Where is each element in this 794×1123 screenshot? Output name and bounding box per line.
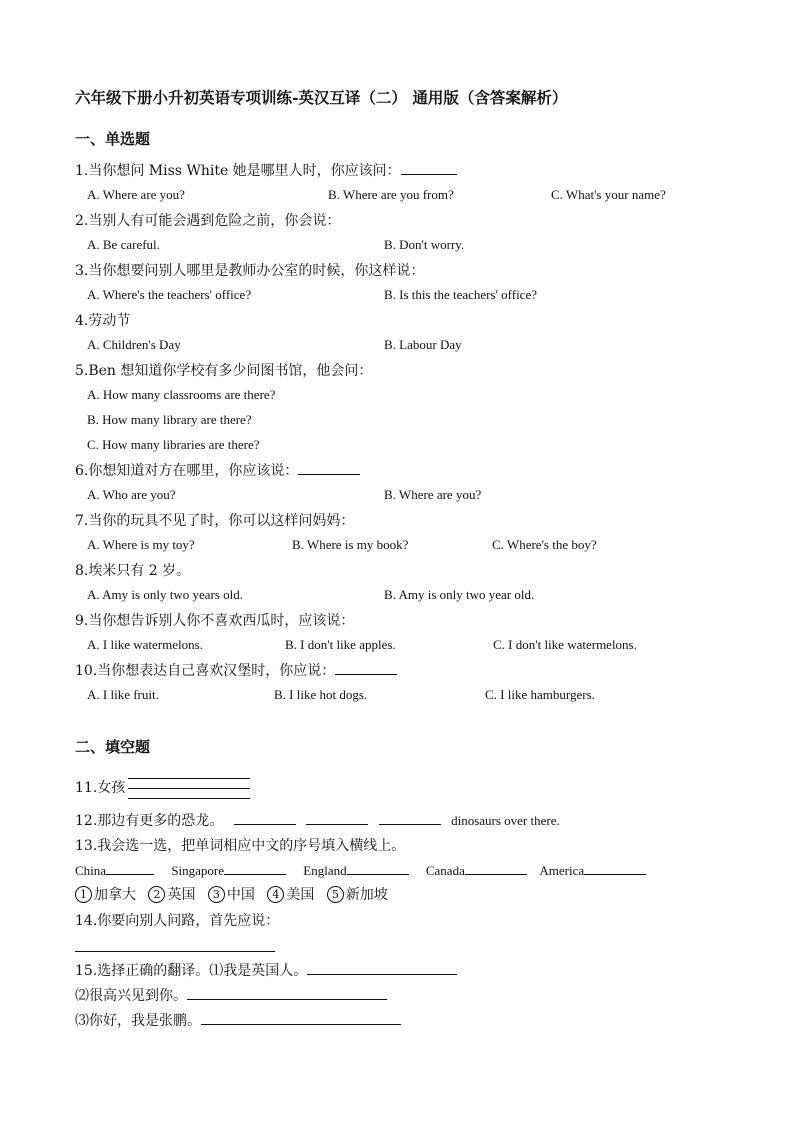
answer-blank[interactable] <box>307 960 457 975</box>
section-heading-fill-blank: 二、填空题 <box>75 738 151 756</box>
answer-blank[interactable] <box>106 860 154 875</box>
option-a[interactable]: A. Amy is only two years old. <box>87 587 243 602</box>
question-14: 14.你要向别人问路，首先应说： <box>75 913 280 929</box>
answer-blank-stack[interactable] <box>128 769 250 799</box>
question-3: 3.当你想要问别人哪里是教师办公室的时候，你这样说： <box>75 263 425 279</box>
cn-option: 4 美国 <box>267 887 314 903</box>
question-2: 2.当别人有可能会遇到危险之前，你会说： <box>75 213 341 229</box>
option-c[interactable]: C. Where's the boy? <box>492 537 597 552</box>
answer-blank[interactable] <box>347 860 409 875</box>
question-15 <box>75 960 457 980</box>
answer-blank[interactable] <box>379 810 441 825</box>
question-11: 11.女孩 <box>75 780 126 796</box>
question-text: 15.选择正确的翻译。⑴我是英国人。 <box>75 963 308 979</box>
country-label: Singapore <box>171 863 225 878</box>
question-text: 1.当你想问 Miss White 她是哪里人时，你应该问： <box>75 163 401 179</box>
option-c[interactable]: C. How many libraries are there? <box>87 437 260 452</box>
option-b[interactable]: B. How many library are there? <box>87 412 252 427</box>
country-blanks-row <box>75 860 646 879</box>
question-7: 7.当你的玩具不见了时，你可以这样问妈妈： <box>75 513 355 529</box>
country-label: England <box>303 863 347 878</box>
answer-blank[interactable] <box>187 985 387 1000</box>
country-label: America <box>539 863 585 878</box>
answer-blank[interactable] <box>401 160 457 175</box>
option-b[interactable]: B. Is this the teachers' office? <box>384 287 537 302</box>
question-5: 5.Ben 想知道你学校有多少间图书馆，他会问： <box>75 363 373 379</box>
question-13: 13.我会选一选，把单词相应中文的序号填入横线上。 <box>75 838 406 854</box>
question-text: 12.那边有更多的恐龙。 <box>75 813 224 829</box>
answer-blank[interactable] <box>201 1010 401 1025</box>
answer-blank[interactable] <box>465 860 527 875</box>
option-b[interactable]: B. Where are you? <box>384 487 482 502</box>
question-4: 4.劳动节 <box>75 313 131 329</box>
question-8: 8.埃米只有 2 岁。 <box>75 563 191 579</box>
option-c[interactable]: C. What's your name? <box>551 187 666 202</box>
question-15-2 <box>75 985 387 1005</box>
option-b[interactable]: B. Labour Day <box>384 337 462 352</box>
answer-blank[interactable] <box>306 810 368 825</box>
option-a[interactable]: A. Where are you? <box>87 187 185 202</box>
question-text: ⑶你好，我是张鹏。 <box>75 1013 201 1029</box>
option-a[interactable]: A. I like watermelons. <box>87 637 203 652</box>
option-b[interactable]: B. I like hot dogs. <box>274 687 368 702</box>
question-1 <box>75 160 457 180</box>
question-12 <box>75 810 560 830</box>
option-b[interactable]: B. Where is my book? <box>292 537 409 552</box>
answer-blank[interactable] <box>584 860 646 875</box>
cn-option: 3 中国 <box>208 887 255 903</box>
country-label: China <box>75 863 107 878</box>
question-6 <box>75 460 360 480</box>
cn-option: 5 新加坡 <box>327 887 388 903</box>
cn-option: 2 英国 <box>148 887 195 903</box>
section-heading-single-choice: 一、单选题 <box>75 130 151 148</box>
answer-blank[interactable] <box>298 460 360 475</box>
option-a[interactable]: A. Who are you? <box>87 487 176 502</box>
option-c[interactable]: C. I don't like watermelons. <box>493 637 637 652</box>
answer-blank[interactable] <box>75 951 275 952</box>
document-title: 六年级下册小升初英语专项训练-英汉互译（二） 通用版（含答案解析） <box>75 88 568 107</box>
answer-blank[interactable] <box>234 810 296 825</box>
option-b[interactable]: B. Where are you from? <box>328 187 454 202</box>
answer-blank[interactable] <box>335 660 397 675</box>
country-label: Canada <box>425 863 465 878</box>
option-a[interactable]: A. Be careful. <box>87 237 160 252</box>
cn-option: 1 加拿大 <box>75 887 136 903</box>
question-text: 10.当你想表达自己喜欢汉堡时，你应说： <box>75 663 336 679</box>
question-15-3 <box>75 1010 401 1030</box>
chinese-options-row <box>75 884 396 904</box>
option-a[interactable]: A. Where's the teachers' office? <box>87 287 252 302</box>
question-10 <box>75 660 397 680</box>
option-b[interactable]: B. Amy is only two year old. <box>384 587 535 602</box>
option-a[interactable]: A. Children's Day <box>87 337 181 352</box>
question-tail: dinosaurs over there. <box>451 813 560 828</box>
option-a[interactable]: A. I like fruit. <box>87 687 159 702</box>
option-a[interactable]: A. How many classrooms are there? <box>87 387 276 402</box>
option-b[interactable]: B. Don't worry. <box>384 237 465 252</box>
option-c[interactable]: C. I like hamburgers. <box>485 687 595 702</box>
answer-blank[interactable] <box>224 860 286 875</box>
question-9: 9.当你想告诉别人你不喜欢西瓜时，应该说： <box>75 613 355 629</box>
option-b[interactable]: B. I don't like apples. <box>285 637 396 652</box>
question-text: ⑵很高兴见到你。 <box>75 988 187 1004</box>
question-text: 6.你想知道对方在哪里，你应该说： <box>75 463 299 479</box>
option-a[interactable]: A. Where is my toy? <box>87 537 195 552</box>
